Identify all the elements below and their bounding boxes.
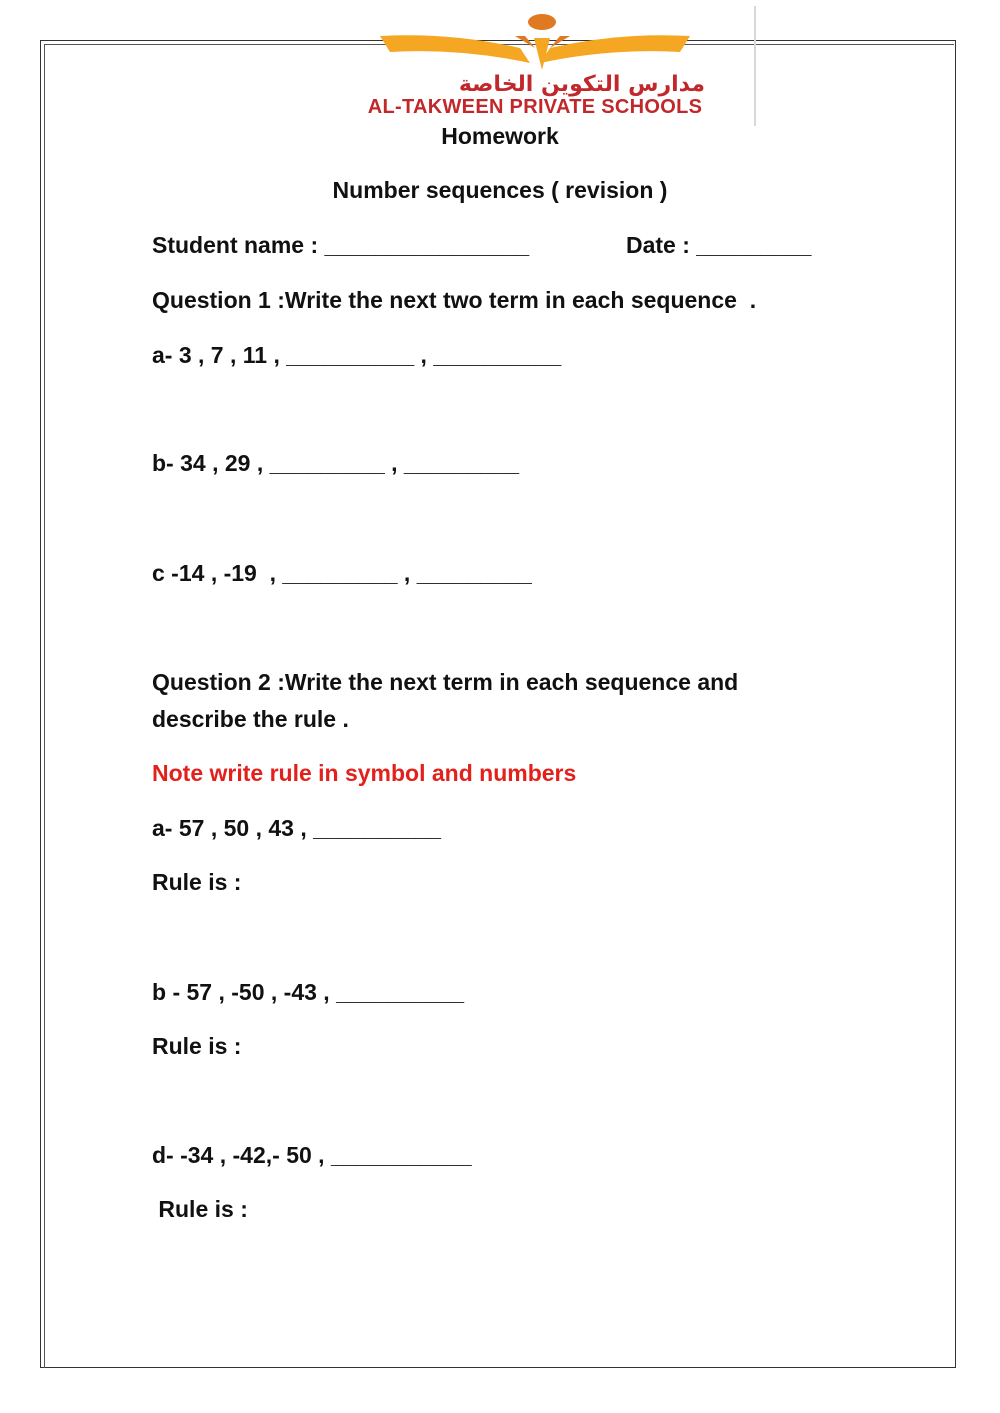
open-book-emblem-icon [320, 8, 750, 78]
page-subtitle: Number sequences ( revision ) [332, 177, 668, 203]
question-2-item-d-sequence: d- -34 , -42,- 50 , ___________ [152, 1142, 472, 1168]
question-1-item-b: b- 34 , 29 , _________ , _________ [152, 450, 520, 476]
question-2-item-d-rule: Rule is : [152, 1196, 248, 1222]
page-title: Homework [441, 123, 559, 149]
question-2-item-a-rule: Rule is : [152, 869, 242, 895]
logo-divider [754, 6, 756, 126]
school-name-english: AL-TAKWEEN PRIVATE SCHOOLS [367, 96, 703, 118]
question-2-prompt-line-1: Question 2 :Write the next term in each sequence and [152, 669, 739, 695]
school-name-arabic: مدارس التكوين الخاصة [458, 72, 705, 97]
date-field: Date : _________ [626, 232, 812, 258]
question-1-item-a: a- 3 , 7 , 11 , __________ , __________ [152, 342, 562, 368]
question-2-note: Note write rule in symbol and numbers [152, 760, 577, 786]
school-logo [320, 8, 750, 120]
question-2-item-b-sequence: b - 57 , -50 , -43 , __________ [152, 979, 464, 1005]
question-2-item-a-sequence: a- 57 , 50 , 43 , __________ [152, 815, 442, 841]
question-1-prompt: Question 1 :Write the next two term in each sequence . [152, 287, 757, 313]
question-2-item-b-rule: Rule is : [152, 1033, 242, 1059]
question-1-item-c: c -14 , -19 , _________ , _________ [152, 560, 532, 586]
question-2-prompt-line-2: describe the rule . [152, 706, 349, 732]
student-name-field: Student name : ________________ [152, 232, 530, 258]
